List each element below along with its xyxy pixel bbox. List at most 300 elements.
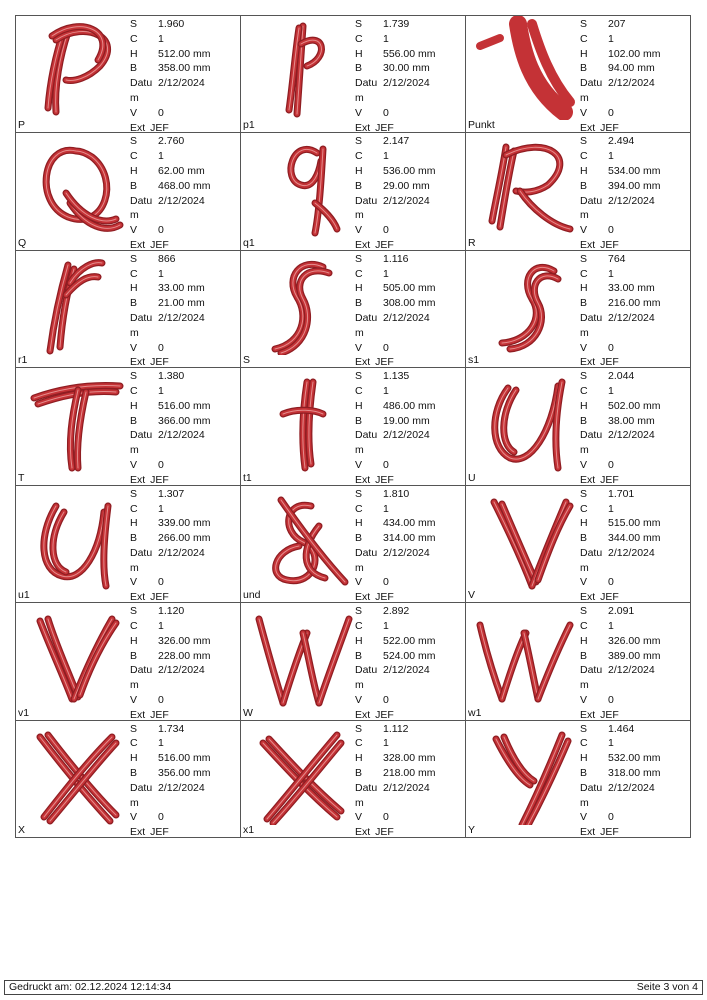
extension-label: Ext xyxy=(130,121,146,134)
extension-label: Ext xyxy=(355,473,371,486)
date-row xyxy=(580,311,690,341)
design-name: U xyxy=(468,471,476,484)
extension-row xyxy=(355,825,465,838)
extension-row xyxy=(130,590,240,603)
colors-row xyxy=(355,267,465,282)
height-value: 434.00 mm xyxy=(383,517,436,530)
colors-row xyxy=(580,149,690,164)
date-label: Datu m xyxy=(130,77,153,104)
extension-value: JEF xyxy=(150,356,169,369)
colors-label: C xyxy=(130,32,138,45)
design-cell-v1[interactable] xyxy=(16,603,241,720)
colors-value: 1 xyxy=(383,385,389,398)
height-value: 486.00 mm xyxy=(383,399,436,412)
extension-row xyxy=(130,825,240,838)
date-value: 2/12/2024 xyxy=(608,312,655,325)
date-value: 2/12/2024 xyxy=(608,781,655,794)
extension-value: JEF xyxy=(375,473,394,486)
date-value: 2/12/2024 xyxy=(158,781,205,794)
stitches-label: S xyxy=(130,135,138,148)
design-info xyxy=(355,134,465,250)
version-row xyxy=(580,223,690,238)
colors-row xyxy=(580,384,690,399)
extension-label: Ext xyxy=(355,239,371,251)
version-value: 0 xyxy=(608,811,614,824)
colors-value: 1 xyxy=(158,737,164,750)
width-row xyxy=(130,296,240,311)
height-value: 502.00 mm xyxy=(608,399,661,412)
height-label: H xyxy=(580,752,588,765)
colors-label: C xyxy=(355,267,363,280)
stitches-row xyxy=(355,134,465,149)
colors-label: C xyxy=(580,737,588,750)
height-value: 62.00 mm xyxy=(158,165,205,178)
stitches-label: S xyxy=(130,722,138,735)
height-row xyxy=(580,399,690,414)
width-row xyxy=(130,414,240,429)
design-cell-punkt[interactable] xyxy=(466,16,691,133)
stitches-value: 1.112 xyxy=(383,722,409,735)
width-value: 218.00 mm xyxy=(383,766,436,779)
stitches-value: 207 xyxy=(608,18,626,30)
design-info xyxy=(130,134,240,250)
width-value: 21.00 mm xyxy=(158,297,205,310)
design-cell-u[interactable] xyxy=(466,368,691,485)
height-label: H xyxy=(130,517,138,530)
stitches-label: S xyxy=(130,18,138,30)
colors-row xyxy=(130,502,240,517)
design-cell-x[interactable] xyxy=(16,721,241,838)
p-glyph-icon xyxy=(16,16,128,120)
height-value: 326.00 mm xyxy=(158,634,211,647)
height-row xyxy=(580,281,690,296)
date-row xyxy=(355,546,465,576)
date-row xyxy=(130,428,240,458)
design-info xyxy=(580,487,690,603)
design-name: q1 xyxy=(243,236,255,249)
design-info xyxy=(580,604,690,720)
t-glyph-icon xyxy=(241,368,353,472)
version-row xyxy=(355,458,465,473)
height-label: H xyxy=(355,634,363,647)
stitches-label: S xyxy=(580,605,588,618)
height-row xyxy=(355,164,465,179)
height-label: H xyxy=(580,165,588,178)
design-cell-v[interactable] xyxy=(466,486,691,603)
extension-row xyxy=(355,121,465,134)
stitches-row xyxy=(130,722,240,737)
extension-label: Ext xyxy=(580,356,596,369)
stitches-label: S xyxy=(355,135,363,148)
stitches-value: 1.116 xyxy=(383,252,409,265)
width-row xyxy=(580,296,690,311)
colors-value: 1 xyxy=(608,737,614,750)
width-label: B xyxy=(130,649,138,662)
date-label: Datu m xyxy=(355,429,378,457)
version-label: V xyxy=(130,459,138,472)
u-glyph-icon xyxy=(16,486,128,590)
design-name: t1 xyxy=(243,471,252,484)
colors-row xyxy=(130,736,240,751)
extension-value: JEF xyxy=(375,591,394,604)
stitches-value: 1.307 xyxy=(158,487,185,500)
design-cell-q[interactable] xyxy=(16,133,241,250)
version-row xyxy=(580,458,690,473)
extension-row xyxy=(130,473,240,486)
version-label: V xyxy=(355,106,363,119)
width-row xyxy=(130,179,240,194)
width-label: B xyxy=(355,297,363,310)
width-label: B xyxy=(355,766,363,779)
version-row xyxy=(580,693,690,708)
date-value: 2/12/2024 xyxy=(383,194,430,207)
colors-row xyxy=(580,619,690,634)
version-label: V xyxy=(355,576,363,589)
width-row xyxy=(355,649,465,664)
height-label: H xyxy=(355,282,363,295)
design-name: v1 xyxy=(18,706,30,719)
version-row xyxy=(130,575,240,590)
version-label: V xyxy=(130,106,138,119)
height-row xyxy=(130,751,240,766)
height-value: 339.00 mm xyxy=(158,517,211,530)
embroidery-preview xyxy=(466,16,578,120)
width-label: B xyxy=(355,62,363,75)
version-value: 0 xyxy=(383,459,389,472)
colors-value: 1 xyxy=(608,619,614,632)
stitches-label: S xyxy=(130,370,138,383)
version-value: 0 xyxy=(383,693,389,706)
extension-label: Ext xyxy=(130,826,146,838)
design-info xyxy=(355,487,465,603)
width-value: 94.00 mm xyxy=(608,62,655,75)
width-value: 19.00 mm xyxy=(383,414,430,427)
date-row xyxy=(130,663,240,693)
stitches-row xyxy=(355,369,465,384)
version-label: V xyxy=(355,341,363,354)
design-name: u1 xyxy=(18,589,30,602)
extension-label: Ext xyxy=(355,826,371,838)
stitches-row xyxy=(130,17,240,32)
design-name: T xyxy=(18,471,25,484)
stitches-label: S xyxy=(355,370,363,383)
extension-row xyxy=(580,473,690,486)
date-value: 2/12/2024 xyxy=(608,664,655,677)
date-value: 2/12/2024 xyxy=(608,194,655,207)
width-value: 29.00 mm xyxy=(383,179,430,192)
w-glyph-icon xyxy=(241,603,353,707)
date-row xyxy=(355,76,465,106)
stitches-row xyxy=(580,134,690,149)
design-cell-w1[interactable] xyxy=(466,603,691,720)
design-cell-s1[interactable] xyxy=(466,251,691,368)
colors-row xyxy=(130,384,240,399)
version-label: V xyxy=(580,106,588,119)
height-row xyxy=(130,399,240,414)
date-value: 2/12/2024 xyxy=(158,77,205,90)
colors-label: C xyxy=(130,267,138,280)
width-row xyxy=(355,179,465,194)
version-label: V xyxy=(580,576,588,589)
design-cell-r1[interactable] xyxy=(16,251,241,368)
width-row xyxy=(580,766,690,781)
height-label: H xyxy=(130,165,138,178)
colors-row xyxy=(355,619,465,634)
stitches-label: S xyxy=(130,487,138,500)
embroidery-preview xyxy=(241,486,353,590)
extension-label: Ext xyxy=(355,708,371,721)
design-cell-x1[interactable] xyxy=(241,721,466,838)
stitches-value: 2.494 xyxy=(608,135,635,148)
stitches-value: 1.701 xyxy=(608,487,635,500)
stitches-value: 1.960 xyxy=(158,18,185,30)
width-value: 468.00 mm xyxy=(158,179,211,192)
y-glyph-icon xyxy=(466,721,578,825)
height-row xyxy=(130,516,240,531)
height-label: H xyxy=(580,47,588,60)
height-row xyxy=(355,399,465,414)
stitches-value: 764 xyxy=(608,252,626,265)
colors-label: C xyxy=(580,32,588,45)
stitches-label: S xyxy=(130,605,138,618)
stitches-row xyxy=(130,369,240,384)
colors-value: 1 xyxy=(608,150,614,163)
colors-row xyxy=(580,267,690,282)
version-row xyxy=(355,223,465,238)
height-row xyxy=(355,634,465,649)
version-value: 0 xyxy=(383,576,389,589)
extension-value: JEF xyxy=(375,826,394,838)
colors-label: C xyxy=(130,502,138,515)
extension-value: JEF xyxy=(600,239,619,251)
x-glyph-icon xyxy=(241,721,353,825)
stitches-row xyxy=(130,134,240,149)
embroidery-preview xyxy=(16,251,128,355)
colors-value: 1 xyxy=(608,385,614,398)
colors-row xyxy=(355,384,465,399)
width-label: B xyxy=(580,414,588,427)
extension-value: JEF xyxy=(600,473,619,486)
colors-value: 1 xyxy=(383,619,389,632)
stitches-row xyxy=(580,604,690,619)
width-label: B xyxy=(580,766,588,779)
stitches-value: 2.147 xyxy=(383,135,410,148)
date-label: Datu m xyxy=(130,194,153,222)
stitches-row xyxy=(580,487,690,502)
extension-value: JEF xyxy=(150,591,169,604)
height-label: H xyxy=(130,47,138,60)
width-row xyxy=(130,531,240,546)
colors-row xyxy=(355,736,465,751)
height-label: H xyxy=(355,517,363,530)
version-label: V xyxy=(580,459,588,472)
colors-label: C xyxy=(355,32,363,45)
stitches-label: S xyxy=(355,18,363,30)
width-label: B xyxy=(130,62,138,75)
embroidery-preview xyxy=(241,133,353,237)
version-value: 0 xyxy=(158,224,164,237)
design-name: S xyxy=(243,354,251,367)
colors-value: 1 xyxy=(383,150,389,163)
stitches-label: S xyxy=(580,252,588,265)
width-row xyxy=(580,61,690,76)
version-row xyxy=(130,693,240,708)
extension-row xyxy=(355,238,465,251)
stitches-value: 1.120 xyxy=(158,605,185,618)
design-cell-q1[interactable] xyxy=(241,133,466,250)
width-label: B xyxy=(130,414,138,427)
colors-label: C xyxy=(355,502,363,515)
version-label: V xyxy=(580,341,588,354)
width-row xyxy=(580,649,690,664)
stitches-value: 2.892 xyxy=(383,605,410,618)
width-row xyxy=(355,766,465,781)
q-glyph-icon xyxy=(16,133,128,237)
date-value: 2/12/2024 xyxy=(383,429,430,442)
height-row xyxy=(580,164,690,179)
extension-row xyxy=(355,473,465,486)
width-value: 216.00 mm xyxy=(608,297,661,310)
version-label: V xyxy=(355,459,363,472)
date-value: 2/12/2024 xyxy=(608,546,655,559)
extension-row xyxy=(130,355,240,368)
date-row xyxy=(580,76,690,106)
design-cell-t1[interactable] xyxy=(241,368,466,485)
date-row xyxy=(355,194,465,224)
version-row xyxy=(580,810,690,825)
stitches-row xyxy=(355,722,465,737)
version-value: 0 xyxy=(158,811,164,824)
version-value: 0 xyxy=(608,106,614,119)
date-label: Datu m xyxy=(130,781,153,809)
colors-row xyxy=(580,32,690,47)
stitches-row xyxy=(355,487,465,502)
date-value: 2/12/2024 xyxy=(158,546,205,559)
width-value: 38.00 mm xyxy=(608,414,655,427)
extension-label: Ext xyxy=(580,239,596,251)
extension-label: Ext xyxy=(580,708,596,721)
embroidery-preview xyxy=(241,16,353,120)
width-label: B xyxy=(580,297,588,310)
width-label: B xyxy=(355,532,363,545)
design-name: und xyxy=(243,589,261,602)
embroidery-preview xyxy=(466,486,578,590)
colors-label: C xyxy=(355,150,363,163)
date-row xyxy=(130,546,240,576)
extension-label: Ext xyxy=(130,473,146,486)
width-row xyxy=(130,649,240,664)
design-info xyxy=(580,252,690,368)
stitches-label: S xyxy=(580,18,588,30)
version-label: V xyxy=(130,576,138,589)
height-label: H xyxy=(130,282,138,295)
embroidery-preview xyxy=(241,721,353,825)
version-value: 0 xyxy=(608,224,614,237)
design-cell-und[interactable] xyxy=(241,486,466,603)
version-row xyxy=(130,341,240,356)
width-label: B xyxy=(580,62,588,75)
version-row xyxy=(130,223,240,238)
design-cell-p1[interactable] xyxy=(241,16,466,133)
design-info xyxy=(130,369,240,485)
width-row xyxy=(355,531,465,546)
width-value: 314.00 mm xyxy=(383,532,436,545)
width-label: B xyxy=(580,649,588,662)
height-value: 522.00 mm xyxy=(383,634,436,647)
height-label: H xyxy=(355,165,363,178)
colors-value: 1 xyxy=(608,267,614,280)
design-cell-s[interactable] xyxy=(241,251,466,368)
colors-label: C xyxy=(130,737,138,750)
design-cell-u1[interactable] xyxy=(16,486,241,603)
colors-value: 1 xyxy=(158,267,164,280)
colors-row xyxy=(355,502,465,517)
stitches-label: S xyxy=(355,605,363,618)
height-row xyxy=(580,516,690,531)
s-glyph-icon xyxy=(466,251,578,355)
height-label: H xyxy=(580,517,588,530)
design-cell-p[interactable] xyxy=(16,16,241,133)
design-cell-w[interactable] xyxy=(241,603,466,720)
width-label: B xyxy=(355,649,363,662)
extension-label: Ext xyxy=(130,591,146,604)
r-glyph-icon xyxy=(16,251,128,355)
date-row xyxy=(355,311,465,341)
extension-label: Ext xyxy=(580,826,596,838)
date-label: Datu m xyxy=(580,429,603,457)
extension-row xyxy=(580,121,690,134)
extension-value: JEF xyxy=(150,473,169,486)
colors-label: C xyxy=(580,267,588,280)
design-cell-r[interactable] xyxy=(466,133,691,250)
colors-row xyxy=(580,736,690,751)
page-footer xyxy=(4,980,703,995)
stitches-row xyxy=(355,604,465,619)
height-value: 33.00 mm xyxy=(608,282,655,295)
extension-label: Ext xyxy=(355,356,371,369)
colors-label: C xyxy=(580,619,588,632)
version-label: V xyxy=(130,341,138,354)
extension-value: JEF xyxy=(150,239,169,251)
width-label: B xyxy=(355,414,363,427)
width-label: B xyxy=(580,532,588,545)
extension-label: Ext xyxy=(355,591,371,604)
version-value: 0 xyxy=(158,576,164,589)
height-label: H xyxy=(580,634,588,647)
height-label: H xyxy=(580,282,588,295)
design-name: x1 xyxy=(243,824,255,836)
date-label: Datu m xyxy=(580,194,603,222)
extension-row xyxy=(355,708,465,721)
design-cell-t[interactable] xyxy=(16,368,241,485)
height-value: 516.00 mm xyxy=(158,399,211,412)
stitches-row xyxy=(130,604,240,619)
date-row xyxy=(580,663,690,693)
date-label: Datu m xyxy=(130,312,153,339)
height-label: H xyxy=(130,399,138,412)
design-info xyxy=(580,17,690,133)
design-info xyxy=(355,17,465,133)
date-value: 2/12/2024 xyxy=(158,664,205,677)
date-label: Datu m xyxy=(130,546,153,574)
design-name: Y xyxy=(468,824,476,836)
version-label: V xyxy=(355,811,363,824)
design-cell-y[interactable] xyxy=(466,721,691,838)
height-value: 328.00 mm xyxy=(383,752,436,765)
stitches-label: S xyxy=(355,252,363,265)
stitches-value: 1.464 xyxy=(608,722,635,735)
height-row xyxy=(355,751,465,766)
